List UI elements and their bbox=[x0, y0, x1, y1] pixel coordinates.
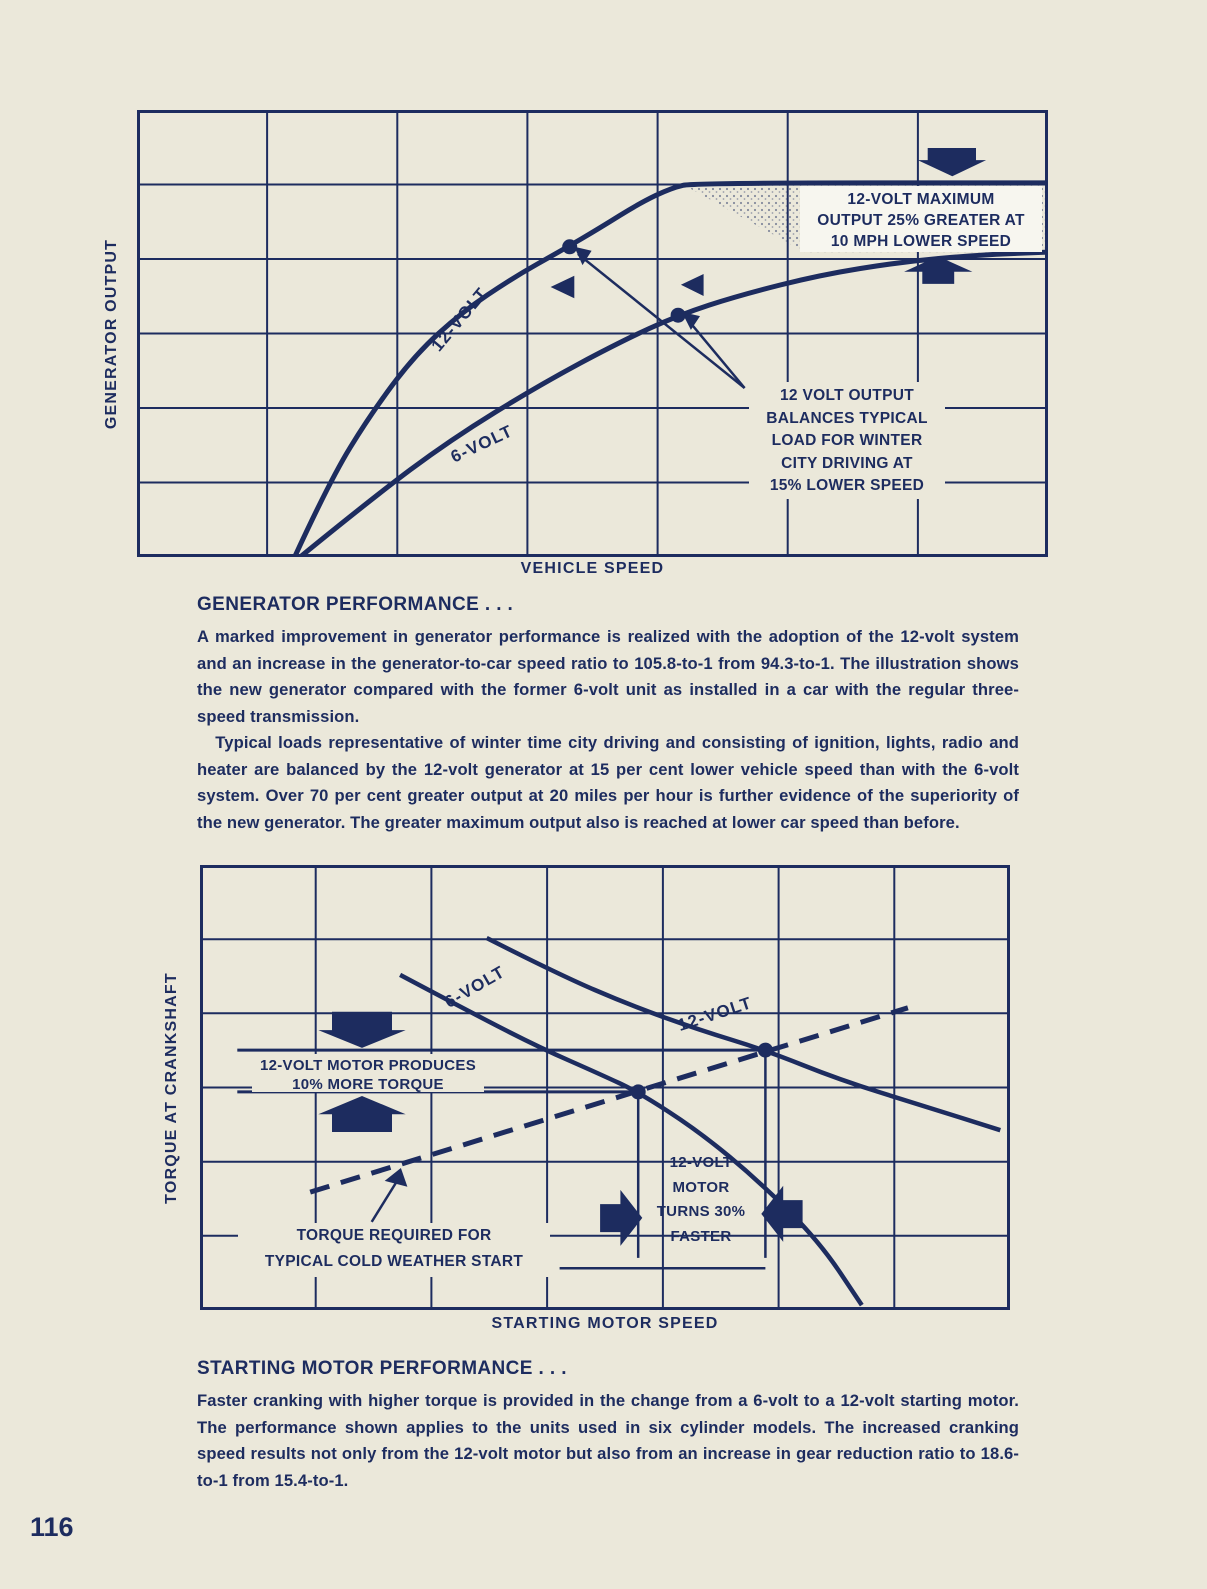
callout-line: 12 VOLT OUTPUT bbox=[780, 387, 914, 404]
svg-text:6-VOLT: 6-VOLT bbox=[441, 962, 509, 1012]
callout-line: CITY DRIVING AT bbox=[781, 454, 913, 472]
callout-line: 10 MPH LOWER SPEED bbox=[830, 233, 1012, 250]
torque-required-callout bbox=[238, 1223, 550, 1277]
starting-heading: STARTING MOTOR PERFORMANCE . . . bbox=[197, 1358, 567, 1379]
generator-heading: GENERATOR PERFORMANCE . . . bbox=[197, 594, 514, 615]
callout-line: BALANCES TYPICAL bbox=[766, 409, 928, 427]
callout-line: 12-VOLT MOTOR PRODUCES bbox=[259, 1057, 477, 1074]
callout-line: TORQUE REQUIRED FOR bbox=[296, 1227, 492, 1244]
generator-section bbox=[197, 594, 1019, 836]
starting-ylabel: TORQUE AT CRANKSHAFT bbox=[163, 971, 181, 1204]
more-torque-callout bbox=[252, 1054, 484, 1092]
callout-line: 12-VOLT bbox=[669, 1154, 733, 1171]
callout-line: 10% MORE TORQUE bbox=[292, 1076, 444, 1093]
callout-line: TURNS 30% bbox=[656, 1203, 746, 1220]
generator-chart bbox=[137, 110, 1048, 557]
starting-xlabel: STARTING MOTOR SPEED bbox=[491, 1315, 719, 1332]
body-paragraph: Faster cranking with higher torque is provided in the change from a 6-volt to a 12-volt starting motor. The performance shown applies to the units used in six cylinder models. The increased cranking speed results not only from the 12-volt motor but also from an increase in gear reduction ratio to 18.6-to-1 from 15.4-to-1. bbox=[197, 1391, 1019, 1490]
page-number: 116 bbox=[30, 1512, 74, 1542]
callout-line: MOTOR bbox=[672, 1178, 730, 1196]
callout-line: TYPICAL COLD WEATHER START bbox=[264, 1253, 524, 1270]
svg-text:12-VOLT: 12-VOLT bbox=[675, 993, 755, 1035]
starting-section bbox=[197, 1358, 1019, 1494]
callout-line: LOAD FOR WINTER bbox=[771, 432, 923, 449]
callout-line: 12-VOLT MAXIMUM bbox=[847, 191, 995, 208]
callout-line: FASTER bbox=[670, 1227, 732, 1245]
body-paragraph: A marked improvement in generator performance is realized with the adoption of the 12-volt system and an increase in the generator-to-car speed ratio to 105.8-to-1 from 94.3-to-1. The illustration shows the new generator compared with the former 6-volt unit as installed in a car with the regular three-speed transmission. bbox=[197, 627, 1019, 726]
callout-line: OUTPUT 25% GREATER AT bbox=[817, 212, 1025, 229]
starting-chart bbox=[200, 865, 1010, 1310]
callout-line: 15% LOWER SPEED bbox=[769, 477, 925, 494]
generator-ylabel: GENERATOR OUTPUT bbox=[103, 238, 121, 429]
svg-text:6-VOLT: 6-VOLT bbox=[447, 421, 516, 467]
max-output-callout bbox=[800, 186, 1042, 252]
generator-ylabel-wrap bbox=[88, 110, 136, 557]
svg-text:12-VOLT: 12-VOLT bbox=[427, 283, 492, 356]
balance-callout bbox=[749, 382, 945, 499]
generator-xlabel: VEHICLE SPEED bbox=[520, 560, 665, 577]
body-paragraph: Typical loads representative of winter time city driving and consisting of ignition, lights, radio and heater are balanced by the 12-volt generator at 15 per cent lower vehicle speed than with the 6-volt system. Over 70 per cent greater output at 20 miles per hour is further evidence of the superiority of the new generator. The greater maximum output also is reached at lower car speed than before. bbox=[197, 733, 1019, 832]
turns-faster-callout bbox=[643, 1151, 759, 1251]
starting-ylabel-wrap bbox=[148, 865, 196, 1310]
